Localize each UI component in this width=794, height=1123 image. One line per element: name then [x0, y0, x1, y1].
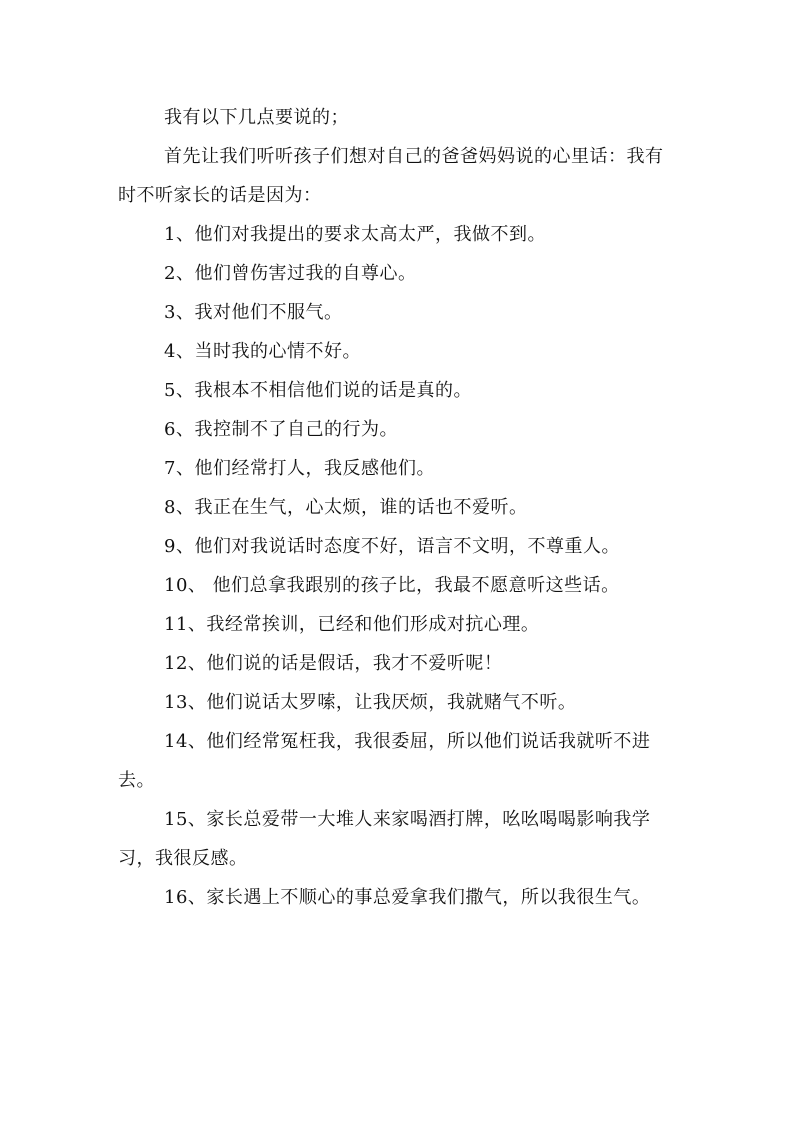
reason-item-9: 9、他们对我说话时态度不好，语言不文明，不尊重人。 [164, 536, 620, 557]
reason-item-8: 8、我正在生气，心太烦，谁的话也不爱听。 [164, 497, 528, 518]
reason-item-16: 16、家长遇上不顺心的事总爱拿我们撒气，所以我很生气。 [164, 887, 651, 908]
lead-paragraph: 首先让我们听听孩子们想对自己的爸爸妈妈说的心里话：我有时不听家长的话是因为： [118, 146, 664, 206]
reason-item-5: 5、我根本不相信他们说的话是真的。 [164, 380, 472, 401]
reason-item-12: 12、他们说的话是假话，我才不爱听呢！ [164, 653, 503, 674]
reason-item-15: 15、家长总爱带一大堆人来家喝酒打牌，吆吆喝喝影响我学习，我很反感。 [118, 809, 651, 869]
reason-item-10: 10、 他们总拿我跟别的孩子比，我最不愿意听这些话。 [164, 575, 620, 596]
reason-item-13: 13、他们说话太罗嗦，让我厌烦，我就赌气不听。 [164, 692, 577, 713]
reason-item-2: 2、他们曾伤害过我的自尊心。 [164, 263, 417, 284]
reason-item-7: 7、他们经常打人，我反感他们。 [164, 458, 435, 479]
reason-item-11: 11、我经常挨训，已经和他们形成对抗心理。 [164, 614, 540, 635]
reason-item-3: 3、我对他们不服气。 [164, 302, 343, 323]
reason-item-14: 14、他们经常冤枉我，我很委屈，所以他们说话我就听不进去。 [118, 731, 651, 791]
reason-item-6: 6、我控制不了自己的行为。 [164, 419, 398, 440]
reason-item-1: 1、他们对我提出的要求太高太严，我做不到。 [164, 224, 546, 245]
document-body [118, 98, 680, 917]
intro-paragraph: 我有以下几点要说的； [164, 107, 349, 128]
reason-item-4: 4、当时我的心情不好。 [164, 341, 361, 362]
